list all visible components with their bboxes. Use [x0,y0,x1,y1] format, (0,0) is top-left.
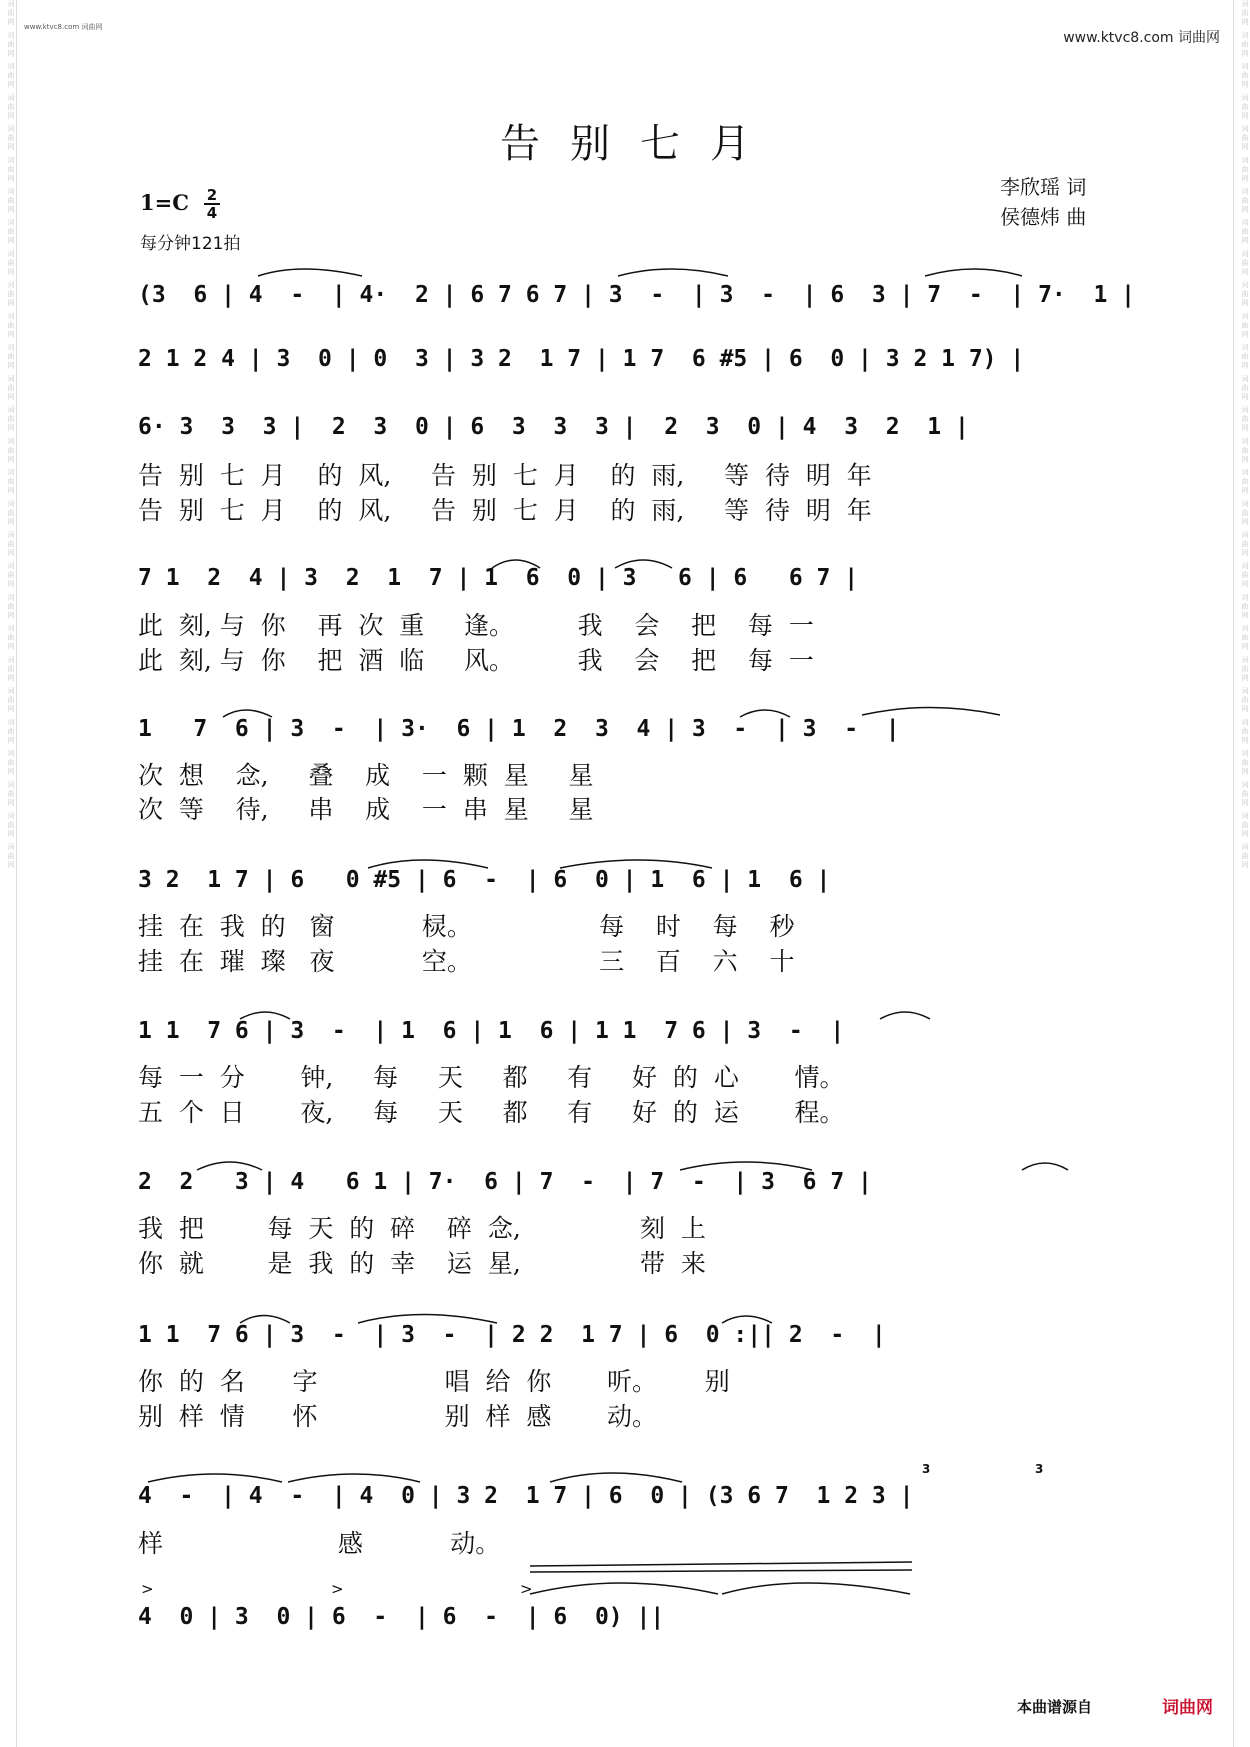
slur [197,1162,262,1170]
notation-row-11: 4 0 | 3 0 | 6 - | 6 - | 6 0) || [138,1604,665,1630]
footer-brand[interactable]: 词曲网 [1162,1698,1213,1718]
key-signature: 1=C [140,190,189,215]
lyric-3-verse-1: 告 别 七 月 的 风, 告 别 七 月 的 雨, 等 待 明 年 [138,461,872,490]
notation-row-10: 4 - | 4 - | 4 0 | 3 2 1 7 | 6 0 | (3 6 7 1 2 3 | [138,1483,914,1509]
notation-row-1: (3 6 | 4 - | 4· 2 | 6 7 6 7 | 3 - | 3 - | 6 3 | 7 - | 7· 1 | [138,282,1135,308]
lyricist: 李欣瑶 词 [1000,175,1087,199]
source-small: www.ktvc8.com 词曲网 [24,23,103,31]
notation-row-4: 7 1 2 4 | 3 2 1 7 | 1 6 0 | 3 6 | 6 6 7 | [138,565,859,591]
slur [288,1474,420,1482]
triplet-mark: 3 [1035,1462,1044,1476]
slur [722,1316,772,1323]
accent-mark: > [141,1580,154,1598]
lyric-8-verse-1: 我 把 每 天 的 碎 碎 念, 刻 上 [138,1214,706,1243]
meter-top: 2 [206,186,218,204]
lyric-3-verse-2: 告 别 七 月 的 风, 告 别 七 月 的 雨, 等 待 明 年 [138,496,872,525]
triplet-mark: 3 [922,1462,931,1476]
notation-row-7: 1 1 7 6 | 3 - | 1 6 | 1 6 | 1 1 7 6 | 3 - | [138,1018,845,1044]
lyric-9-verse-2: 别 样 情 怀 别 样 感 动。 [138,1402,658,1431]
slur [358,1315,497,1324]
slur [560,860,712,868]
slur [258,269,362,276]
lyric-7-verse-1: 每 一 分 钟, 每 天 都 有 好 的 心 情。 [138,1063,845,1092]
slur [223,710,272,717]
slur [740,710,790,717]
crescendo-line [530,1570,912,1572]
slur [880,1012,930,1019]
lyric-6-verse-1: 挂 在 我 的 窗 棂。 每 时 每 秒 [138,912,795,941]
lyric-5-verse-1: 次 想 念, 叠 成 一 颗 星 星 [138,761,594,790]
slur [862,708,1000,716]
notation-row-6: 3 2 1 7 | 6 0 #5 | 6 - | 6 0 | 1 6 | 1 6 | [138,867,831,893]
slur [615,560,672,568]
slur [240,1316,290,1324]
slur [550,1473,682,1482]
slur [492,560,540,568]
notation-row-8: 2 2 3 | 4 6 1 | 7· 6 | 7 - | 7 - | 3 6 7 | [138,1169,872,1195]
slur [925,269,1022,276]
lyric-5-verse-2: 次 等 待, 串 成 一 串 星 星 [138,795,594,824]
lyric-4-verse-1: 此 刻, 与 你 再 次 重 逢。 我 会 把 每 一 [138,611,814,640]
slur [240,1012,290,1019]
crescendo-line [530,1562,912,1566]
footer-text: 本曲谱源自 [1017,1698,1093,1716]
notation-row-9: 1 1 7 6 | 3 - | 3 - | 2 2 1 7 | 6 0 :|| 2 - | [138,1322,886,1348]
notation-row-5: 1 7 6 | 3 - | 3· 6 | 1 2 3 4 | 3 - | 3 - | [138,716,900,742]
lyric-4-verse-2: 此 刻, 与 你 把 酒 临 风。 我 会 把 每 一 [138,646,814,675]
slur [680,1162,812,1170]
slur [368,860,488,868]
accent-mark: > [331,1580,344,1598]
slur [530,1583,718,1594]
slur [1022,1163,1068,1170]
side-watermark: 词曲网 词曲网 词曲网 词曲网 词曲网 词曲网 词曲网 词曲网 词曲网 词曲网 词曲网 词曲网 词曲网 词曲网 词曲网 词曲网 词曲网 词曲网 词曲网 词曲网 词曲网 词曲网 词曲网 词曲网 词曲网 词曲网 词曲网 词曲网 [1241,0,1249,871]
accent-mark: > [520,1580,533,1598]
lyric-7-verse-2: 五 个 日 夜, 每 天 都 有 好 的 运 程。 [138,1098,845,1127]
composer: 侯德炜 曲 [1000,205,1087,229]
side-watermark: 词曲网 词曲网 词曲网 词曲网 词曲网 词曲网 词曲网 词曲网 词曲网 词曲网 词曲网 词曲网 词曲网 词曲网 词曲网 词曲网 词曲网 词曲网 词曲网 词曲网 词曲网 词曲网 词曲网 词曲网 词曲网 词曲网 词曲网 词曲网 [7,0,15,871]
slur [148,1474,282,1482]
tempo: 每分钟121拍 [140,234,241,254]
meter-bottom: 4 [206,204,218,222]
lyric-9-verse-1: 你 的 名 字 唱 给 你 听。 别 [138,1367,730,1396]
lyric-10: 样 感 动。 [138,1529,501,1558]
song-title: 告别七月 [500,121,780,167]
slur [618,269,728,276]
lyric-6-verse-2: 挂 在 璀 璨 夜 空。 三 百 六 十 [138,947,795,976]
slur [722,1583,910,1594]
notation-row-2: 2 1 2 4 | 3 0 | 0 3 | 3 2 1 7 | 1 7 6 #5 | 6 0 | 3 2 1 7) | [138,346,1025,372]
source-top: www.ktvc8.com 词曲网 [1063,30,1220,46]
lyric-8-verse-2: 你 就 是 我 的 幸 运 星, 带 来 [138,1249,706,1278]
notation-row-3: 6· 3 3 3 | 2 3 0 | 6 3 3 3 | 2 3 0 | 4 3 2 1 | [138,414,969,440]
